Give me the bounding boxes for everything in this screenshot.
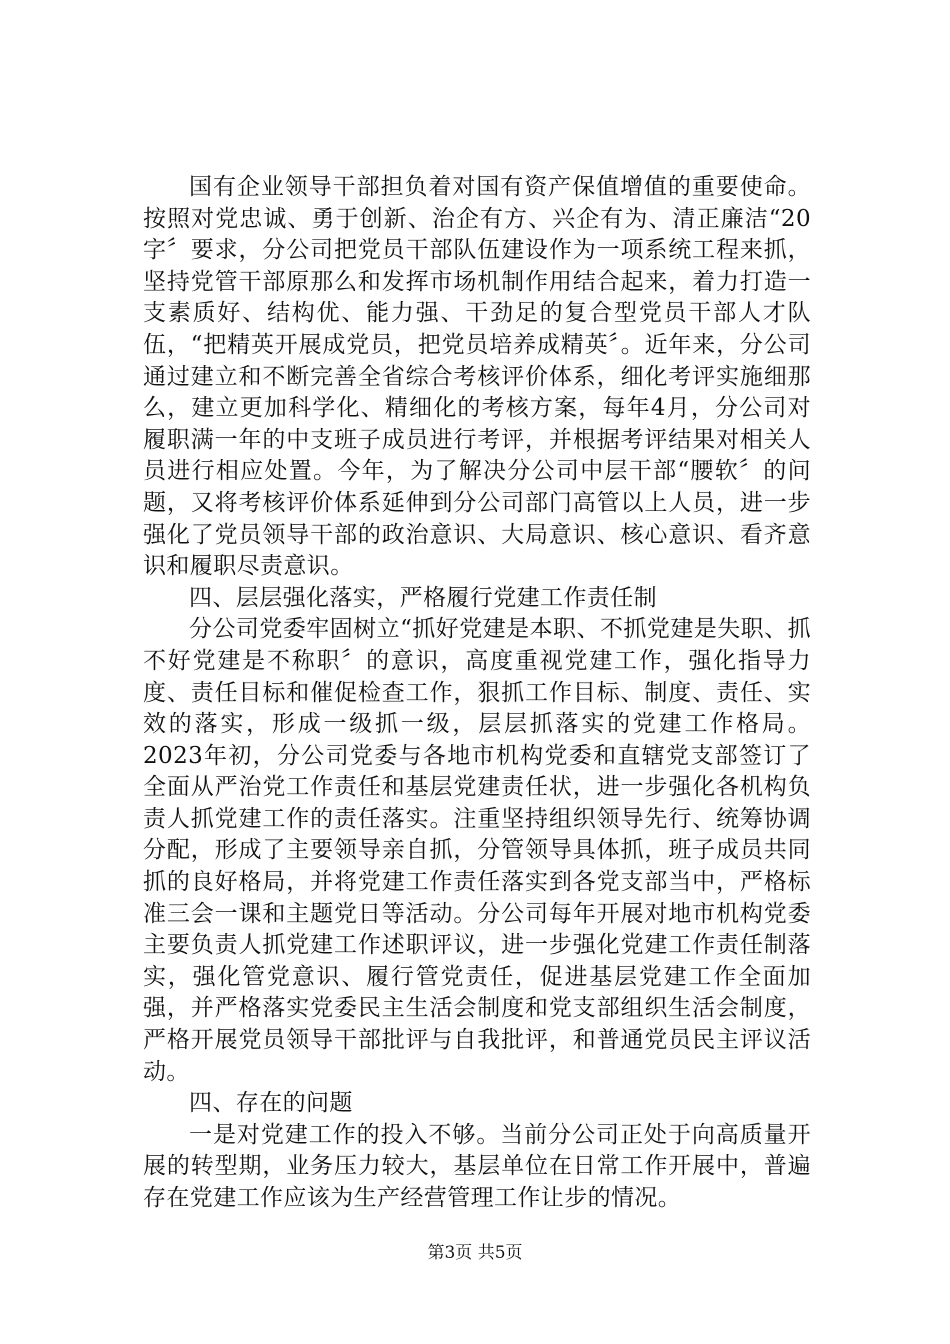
body-paragraph: 一是对党建工作的投入不够。当前分公司正处于向高质量开展的转型期，业务压力较大，基层单位在日常工作开展中，普遍存在党建工作应该为生产经营管理工作让步的情况。: [143, 1121, 811, 1211]
body-paragraph: 分公司党委牢固树立“抓好党建是本职、不抓党建是失职、抓不好党建是不称职〞的意识，高度重视党建工作，强化指导力度、责任目标和催促检查工作，狠抓工作目标、制度、责任、实效的落实，形成一级抓一级，层层抓落实的党建工作格局。2023年初，分公司党委与各地市机构党委和直辖党支部签订了全面从严治党工作责任和基层党建责任状，进一步强化各机构负责人抓党建工作的责任落实。注重坚持组织领导先行、统筹协调分配，形成了主要领导亲自抓，分管领导具体抓，班子成员共同抓的良好格局，并将党建工作责任落实到各党支部当中，严格标准三会一课和主题党日等活动。分公司每年开展对地市机构党委主要负责人抓党建工作述职评议，进一步强化党建工作责任制落实，强化管党意识、履行管党责任，促进基层党建工作全面加强，并严格落实党委民主生活会制度和党支部组织生活会制度，严格开展党员领导干部批评与自我批评，和普通党员民主评议活动。: [143, 616, 811, 1085]
document-body: [143, 172, 811, 1215]
section-heading: 四、层层强化落实，严格履行党建工作责任制: [189, 584, 657, 611]
section-heading: 四、存在的问题: [189, 1090, 353, 1117]
page-footer: 第3页 共5页: [427, 1243, 523, 1263]
body-paragraph: 国有企业领导干部担负着对国有资产保值增值的重要使命。按照对党忠诚、勇于创新、治企有方、兴企有为、清正廉洁“20字〞要求，分公司把党员干部队伍建设作为一项系统工程来抓，坚持党管干部原那么和发挥市场机制作用结合起来，着力打造一支素质好、结构优、能力强、干劲足的复合型党员干部人才队伍，“把精英开展成党员，把党员培养成精英〞。近年来，分公司通过建立和不断完善全省综合考核评价体系，细化考评实施细那么，建立更加科学化、精细化的考核方案，每年4月，分公司对履职满一年的中支班子成员进行考评，并根据考评结果对相关人员进行相应处置。今年，为了解决分公司中层干部“腰软〞的问题，又将考核评价体系延伸到分公司部门高管以上人员，进一步强化了党员领导干部的政治意识、大局意识、核心意识、看齐意识和履职尽责意识。: [143, 174, 811, 580]
